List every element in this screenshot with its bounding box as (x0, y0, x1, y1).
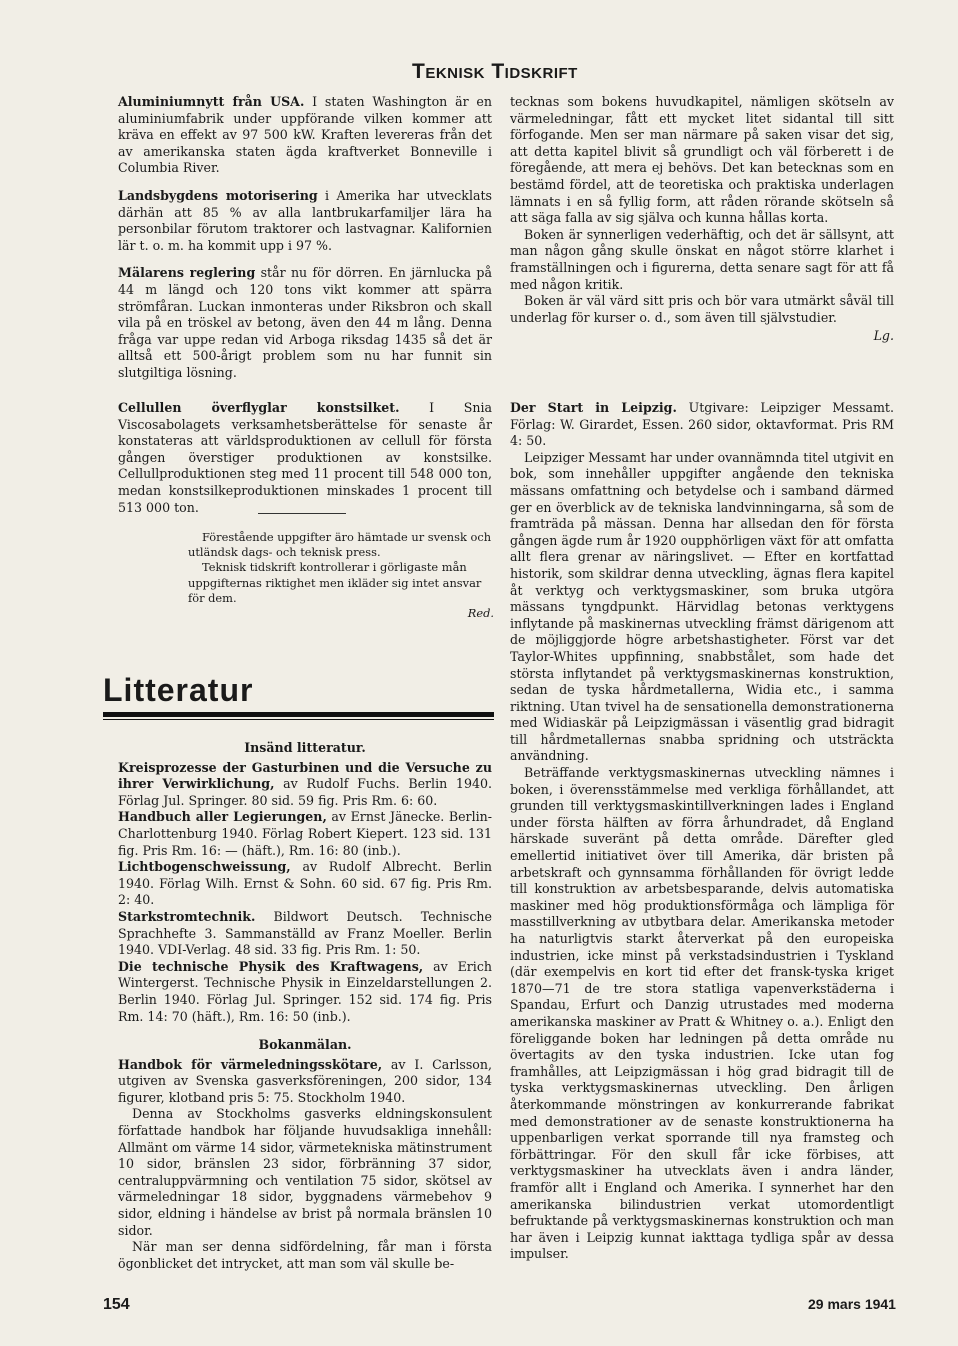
notice-line: Förestående uppgifter äro hämtade ur svensk och utländsk dags- och teknisk press. (188, 530, 492, 560)
review-signature: Lg. (873, 328, 894, 344)
page-number: 154 (103, 1296, 130, 1313)
notice-signature: Red. (467, 606, 494, 621)
news-heading: Cellullen överflyglar konstsilket. (118, 400, 400, 415)
news-item-malaren (118, 265, 492, 381)
news-item-motorisering (118, 188, 492, 254)
book-details: av Rudolf Albrecht. Berlin 1940. Förlag Wilh. Ernst & Sohn. 60 sid. 67 fig. Pris Rm. 2: 40. (118, 859, 492, 908)
news-heading: Mälarens reglering (118, 265, 256, 281)
book-details: av Erich Wintergerst. Technische Physik in Einzeldarstellungen 2. Berlin 1940. Förlag Jul. Springer. 152 sid. 174 fig. Pris Rm. 14: 70 (häft.), Rm. 16: 50 (inb.). (118, 958, 492, 1024)
left-news-column-2 (118, 400, 492, 516)
section-rule-thin (103, 719, 494, 720)
news-item-cellull (118, 400, 492, 516)
left-news-column (118, 94, 492, 393)
book-details: av Ernst Jänecke. Berlin-Charlottenburg 1940. Förlag Robert Kiepert. 123 sid. 131 fig. Pris Rm. 16: — (häft.), Rm. 16: 80 (inb.). (118, 809, 492, 858)
review-paragraph: När man ser denna sidfördelning, får man i första ögonblicket det intrycket, att man som väl skulle be- (118, 1239, 492, 1271)
news-body: I Snia Viscosabolagets verksamhetsberättelse för senaste år konstateras att världsproduktionen av cellull för första gången överstiger produktionen av konstsilke. Cellullproduktionen steg med 11 procent till 548 000 ton, medan konstsilkeproduktionen minskades 1 procent till 513 000 ton. (118, 400, 492, 515)
book-title: Lichtbogenschweissung, (118, 859, 291, 875)
book-entry (118, 859, 492, 909)
book-title: Starkstromtechnik. (118, 908, 256, 924)
review-entry (510, 400, 894, 450)
section-rule (103, 712, 494, 717)
book-details: av I. Carlsson, utgiven av Svenska gasverksföreningen, 200 sidor, 134 figurer, klotband pris 5: 75. Stockholm 1940. (118, 1056, 492, 1105)
news-body: i Amerika har utvecklats därhän att 85 % av alla lantbrukarfamiljer lära ha personbilar förutom traktorer och lastvagnar. Kalifornien lär t. o. m. ha kommit upp i 97 %. (118, 187, 493, 253)
notice-line: Teknisk tidskrift kontrollerar i görligaste mån uppgifternas riktighet men ikläder sig intet ansvar för dem. (188, 560, 482, 605)
book-entry (118, 909, 492, 959)
literature-column (118, 740, 492, 1272)
book-title: Die technische Physik des Kraftwagens, (118, 958, 424, 974)
journal-header: Teknisk Tidskrift (412, 60, 578, 83)
book-details: av Rudolf Fuchs. Berlin 1940. Förlag Jul. Springer. 80 sid. 59 fig. Pris Rm. 6: 60. (118, 776, 492, 808)
book-title: Handbuch aller Legierungen, (118, 809, 327, 825)
review-entry (118, 1057, 492, 1107)
book-entry (118, 959, 492, 1025)
review-paragraph: tecknas som bokens huvudkapitel, nämligen skötseln av värmeledningar, fått ett mycket litet sidantal till sitt förfogande. Men ser man närmare på saken visar det sig, att detta kapitel blivit så grundligt och väl förberett i de föregående, att mera ej behövs. Det kan betecknas som en bestämd fördel, att de teoretiska och praktiska underlagen lämnats i en så fyllig form, att råden rörande skötseln så att säga falla av sig själva och kunna hållas korta. (510, 94, 894, 226)
review-paragraph: Beträffande verktygsmaskinernas utveckling nämnes i boken, i överensstämmelse med verkliga förhållandet, att grunden till verktygsmaskintillverkningen lades i England under första hälften av förra århundradet, då England härskade suveränt på detta område. Därefter gled emellertid initiativet över till Amerika, där bristen på arbetskraft och gynnsamma förhållanden för övrigt ledde till konstruktion av arbetsbesparande, delvis automatiska maskiner med hög produktionsförmåga och lämpliga för masstillverkning av utbytbara delar. Amerikanska metoder ha naturligtvis starkt återverkat på den europeiska industrien, icke minst på verkstadsindustrien i Tyskland (där exempelvis en kort tid efter det fransk-tyska kriget 1870—71 de tre stora statliga vapenverkstäderna i Spandau, Erfurt och Danzig utrustades med moderna amerikanska maskiner av Pratt & Whitney o. a.). Enligt den föreliggande boken har ledningen på detta område nu övertagits av den tyska industrien. Icke utan fog framhålles, att Leipzigmässan i hög grad bidragit till de tyska verktygsmaskinernas utveckling. Den årligen återkommande mönstringen av konkurrerande fabrikat med demonstrationer av de senaste konstruktionerna ha uppenbarligen verkat sporrande till nya framsteg och förbättringar. För den skull får icke förbises, att verktygsmaskiner ha utvecklats även i andra länder, framför allt i England och Amerika. I synnerhet har den amerikanska bilindustrien verkat utomordentligt befruktande på verktygsmaskinernas konstruktion och man har även i Leipzig kunnat iakttaga tydliga spår av dessa impulser. (510, 765, 894, 1262)
review-paragraph: Boken är synnerligen vederhäftig, och det är sällsynt, att man någon gång skulle önskat en något större klarhet i framställningen och i figurerna, detta senare sagt för att få med någon kritik. (510, 226, 894, 292)
book-details: Bildwort Deutsch. Technische Sprachhefte 3. Sammanställd av Franz Moeller. Berlin 1940. VDI-Verlag. 48 sid. 33 fig. Pris Rm. 1: 50. (118, 908, 492, 958)
book-title: Kreisprozesse der Gasturbinen und die Versuche zu ihrer Verwirklichung, (118, 759, 492, 792)
news-body: I staten Washington är en aluminiumfabrik under uppförande vilken kommer att kräva en effekt av 97 500 kW. Kraften levereras från det av amerikanska staten ägda kraftverket Bonneville i Columbia River. (118, 94, 492, 176)
book-title: Der Start in Leipzig. (510, 400, 677, 415)
issue-date: 29 mars 1941 (808, 1296, 896, 1312)
subheading-insand: Insänd litteratur. (244, 740, 366, 755)
book-entry (118, 809, 492, 859)
news-item-aluminium (118, 94, 492, 177)
news-body: står nu för dörren. En järnlucka på 44 m längd och 120 tons vikt kommer att spärra strömfåran. Luckan inmonteras under Riksbron och skall vila på en tröskel av betong, även den 44 m lång. Denna fråga var uppe redan vid Arboga riksdag 1435 så det är alltså ett 500-årigt problem som nu har funnit sin slutgiltiga lösning. (118, 265, 492, 380)
book-details: Utgivare: Leipziger Messamt. Förlag: W. Girardet, Essen. 260 sidor, oktavformat. Pris RM 4: 50. (510, 400, 894, 449)
book-entry (118, 760, 492, 810)
book-title: Handbok för värmeledningsskötare, (118, 1056, 383, 1072)
source-notice (188, 530, 494, 621)
right-review-continuation (510, 94, 894, 345)
section-title: Litteratur (103, 672, 254, 708)
news-heading: Landsbygdens motorisering (118, 187, 318, 203)
review-paragraph: Leipziger Messamt har under ovannämnda titel utgivit en bok, som innehåller uppgifter angående den tekniska mässans omfattning och betydelse och i samband därmed ger en överblick av de tekniska landvinningarna, så som de framträda på mässan. Denna har allsedan den för första gången ägde rum år 1920 oupphörligen växt för att omfatta allt flera grenar av näringslivet. — Efter en kortfattad historik, som skildrar denna utveckling, ägnas flera kapitel åt verktyg och verktygsmaskiner, som bruka utgöra mässans tyngdpunkt. Härvidlag betonas verktygens inflytande på maskinernas utveckling främst därigenom att de möjliggjorde högre arbetshastigheter. Först var det Taylor-Whites uppfinning, snabbstålet, som hade det största inflytandet på verktygsmaskinernas konstruktion, sedan de tyska hårdmetallerna, Widia etc., i samma riktning. Utan tvivel ha de sensationella demonstrationerna med Widiaskär på Leipzigmässan i väsentlig grad bidragit till hårdmetallernas snabba spridning och utsträckta användning. (510, 449, 894, 764)
separator-line (258, 513, 346, 514)
news-heading: Aluminiumnytt från USA. (118, 94, 305, 109)
review-paragraph: Denna av Stockholms gasverks eldningskonsulent författade handbok har följande huvudsakliga innehåll: Allmänt om värme 14 sidor, värmetekniska mätinstrument 10 sidor, bränslen 23 sidor, förbränning 37 sidor, centraluppvärmning och ventilation 75 sidor, skötsel av värmeledningar 18 sidor, byggnadens värmebehov 9 sidor, eldning i händelse av brist på normala bränslen 10 sidor. (118, 1106, 492, 1238)
subheading-bokanmalan: Bokanmälan. (258, 1037, 352, 1053)
right-review-leipzig (510, 400, 894, 1263)
review-paragraph: Boken är väl värd sitt pris och bör vara utmärkt såväl till underlag för kurser o. d., som även till självstudier. (510, 293, 894, 325)
